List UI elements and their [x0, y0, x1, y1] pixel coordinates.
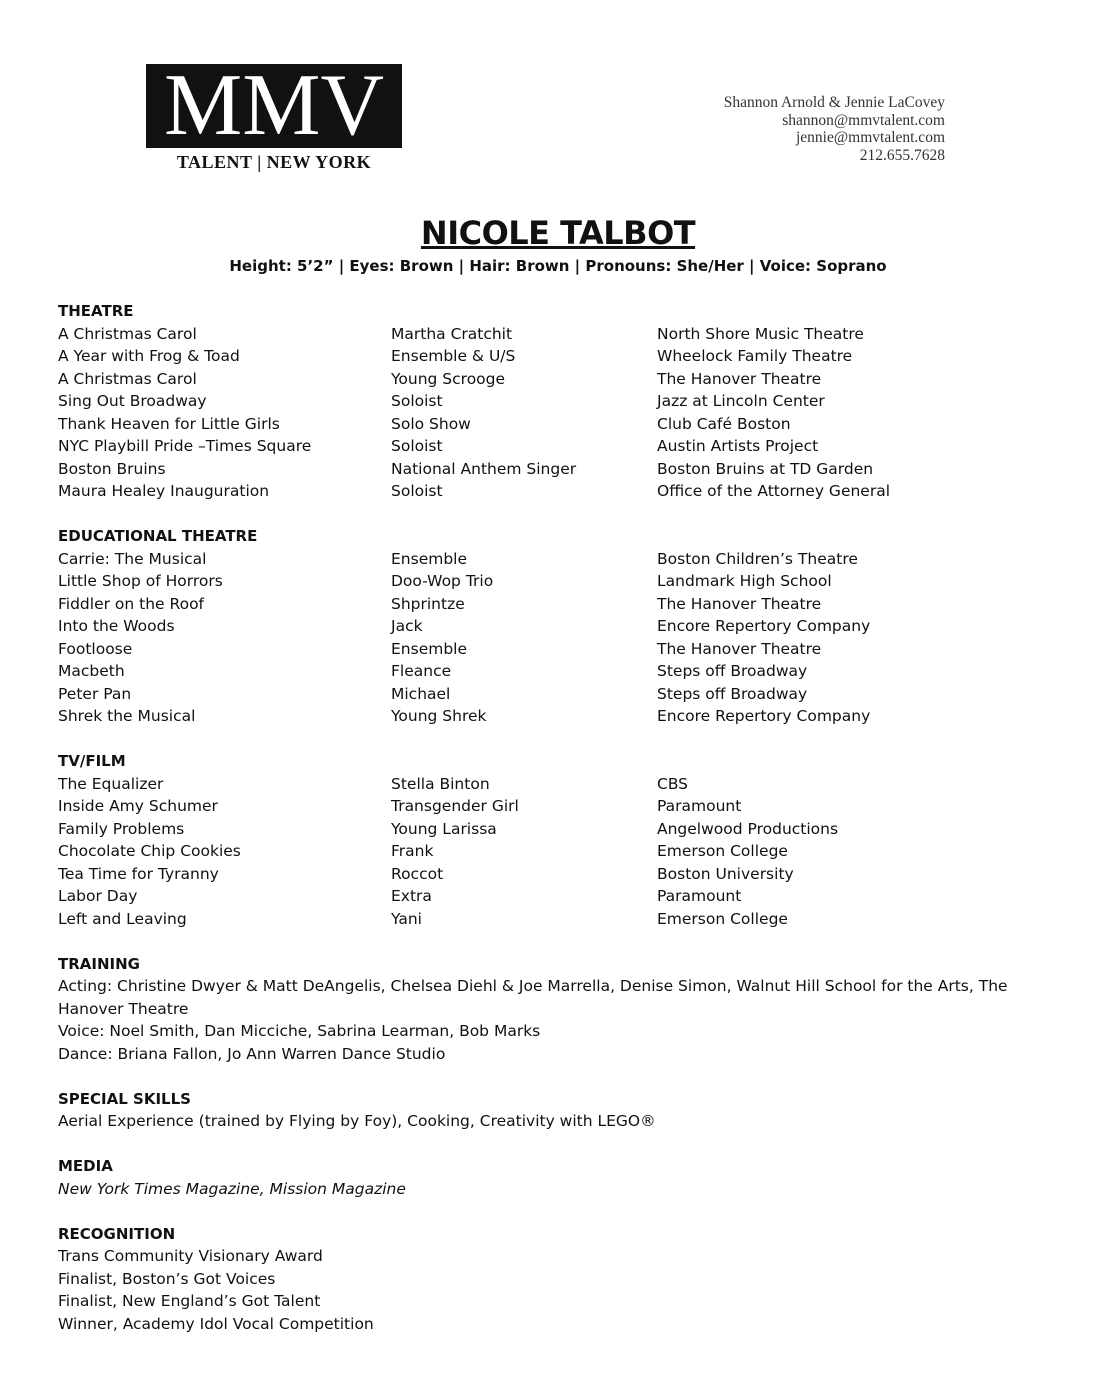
credit-role: Doo-Wop Trio [391, 572, 494, 590]
credit-title: Chocolate Chip Cookies [58, 842, 241, 860]
training-dance: Dance: Briana Fallon, Jo Ann Warren Dance Studio [58, 1044, 446, 1063]
credit-role: Yani [391, 909, 422, 928]
logo-tagline: TALENT | NEW YORK [176, 152, 372, 172]
credit-venue: Steps off Broadway [657, 662, 808, 680]
logo-mark: MMV [146, 64, 402, 148]
credit-role: Jack [391, 617, 423, 635]
resume-body [58, 300, 1058, 1358]
credit-row [58, 570, 1058, 593]
list-item: Finalist, New England’s Got Talent [58, 1292, 321, 1310]
credit-row [58, 413, 1058, 436]
credit-row [58, 593, 1058, 616]
training-voice: Voice: Noel Smith, Dan Micciche, Sabrina Learman, Bob Marks [58, 1022, 541, 1040]
media-text: New York Times Magazine, Mission Magazine [58, 1179, 406, 1198]
credit-venue: Boston Children’s Theatre [657, 549, 858, 568]
list-item: Winner, Academy Idol Vocal Competition [58, 1314, 374, 1333]
credit-venue: Austin Artists Project [657, 437, 819, 455]
credit-title: Tea Time for Tyranny [58, 864, 219, 883]
section-heading: EDUCATIONAL THEATRE [58, 527, 258, 545]
credit-title: The Equalizer [58, 774, 164, 793]
credit-title: Inside Amy Schumer [58, 797, 218, 815]
credit-venue: Jazz at Lincoln Center [657, 392, 825, 410]
agent-names: Shannon Arnold & Jennie LaCovey [723, 94, 945, 111]
section-heading: MEDIA [58, 1157, 113, 1175]
credit-venue: Club Café Boston [657, 414, 791, 433]
credit-row [58, 323, 1058, 346]
credit-title: Family Problems [58, 819, 185, 838]
educational-theatre-section [58, 525, 1058, 728]
credit-title: Sing Out Broadway [58, 392, 207, 410]
credit-venue: The Hanover Theatre [657, 594, 822, 613]
credit-venue: The Hanover Theatre [657, 639, 822, 658]
credit-role: Young Shrek [391, 707, 487, 725]
credit-row [58, 660, 1058, 683]
credit-role: Stella Binton [391, 774, 490, 793]
credit-venue: Landmark High School [657, 572, 832, 590]
credit-row [58, 908, 1058, 931]
credit-title: A Year with Frog & Toad [58, 347, 240, 365]
credit-role: Ensemble [391, 639, 468, 658]
credit-row [58, 773, 1058, 796]
skills-text: Aerial Experience (trained by Flying by Foy), Cooking, Creativity with LEGO® [58, 1112, 656, 1130]
credit-row [58, 345, 1058, 368]
credit-title: A Christmas Carol [58, 369, 197, 388]
agent-email-jennie[interactable]: jennie@mmvtalent.com [796, 129, 945, 146]
credit-venue: Paramount [657, 887, 742, 905]
credit-venue: Boston Bruins at TD Garden [657, 459, 874, 478]
performer-stats: Height: 5’2” | Eyes: Brown | Hair: Brown | Pronouns: She/Her | Voice: Soprano [229, 257, 887, 275]
credit-row [58, 638, 1058, 661]
credit-venue: Emerson College [657, 909, 788, 928]
credit-title: Fiddler on the Roof [58, 594, 205, 613]
credit-row [58, 368, 1058, 391]
section-heading: TV/FILM [58, 752, 126, 770]
credit-venue: Steps off Broadway [657, 684, 808, 703]
credit-title: Labor Day [58, 887, 138, 905]
credit-role: Soloist [391, 482, 443, 500]
recognition-section [58, 1223, 1058, 1336]
credit-role: Fleance [391, 662, 452, 680]
credit-title: Shrek the Musical [58, 707, 196, 725]
credit-venue: Paramount [657, 797, 742, 815]
credit-role: Roccot [391, 864, 444, 883]
theatre-section [58, 300, 1058, 503]
performer-name: NICOLE TALBOT [420, 214, 696, 252]
agent-contact-block [724, 94, 945, 164]
credit-role: Shprintze [391, 594, 465, 613]
credit-title: Little Shop of Horrors [58, 572, 223, 590]
section-heading: SPECIAL SKILLS [58, 1089, 191, 1108]
credit-role: Ensemble [391, 549, 468, 568]
credit-list [58, 548, 1058, 728]
credit-venue: Encore Repertory Company [657, 707, 871, 725]
credit-role: Michael [391, 684, 451, 703]
credit-role: Soloist [391, 437, 443, 455]
credit-title: A Christmas Carol [58, 324, 197, 343]
training-acting: Acting: Christine Dwyer & Matt DeAngelis, Chelsea Diehl & Joe Marrella, Denise Simon, Walnut Hill School for the Arts, The Hanover Theatre [58, 977, 1008, 1018]
credit-row [58, 885, 1058, 908]
credit-title: Footloose [58, 639, 133, 658]
credit-venue: The Hanover Theatre [657, 369, 822, 388]
credit-row [58, 818, 1058, 841]
credit-row [58, 435, 1058, 458]
list-item: Finalist, Boston’s Got Voices [58, 1269, 276, 1288]
credit-row [58, 615, 1058, 638]
credit-venue: Boston University [657, 864, 794, 883]
agent-phone: 212.655.7628 [859, 146, 945, 164]
credit-role: Martha Cratchit [391, 324, 513, 343]
section-heading: RECOGNITION [58, 1224, 176, 1243]
section-heading: TRAINING [58, 954, 140, 973]
credit-title: Boston Bruins [58, 459, 166, 478]
credit-venue: Office of the Attorney General [657, 482, 891, 500]
credit-role: Ensemble & U/S [391, 347, 516, 365]
tv-film-section [58, 750, 1058, 930]
credit-venue: North Shore Music Theatre [657, 324, 864, 343]
credit-title: Macbeth [58, 662, 125, 680]
credit-list [58, 323, 1058, 503]
credit-title: Maura Healey Inauguration [58, 482, 270, 500]
credit-row [58, 840, 1058, 863]
credit-role: Soloist [391, 392, 443, 410]
credit-title: Carrie: The Musical [58, 549, 207, 568]
list-item: Trans Community Visionary Award [58, 1247, 323, 1265]
credit-row [58, 795, 1058, 818]
agency-logo [146, 57, 402, 173]
special-skills-section [58, 1088, 1058, 1133]
section-heading: THEATRE [58, 302, 134, 320]
credit-row [58, 705, 1058, 728]
credit-title: Left and Leaving [58, 909, 187, 928]
agent-email-shannon[interactable]: shannon@mmvtalent.com [782, 111, 945, 129]
credit-venue: Wheelock Family Theatre [657, 347, 853, 365]
media-section [58, 1155, 1058, 1200]
credit-row [58, 548, 1058, 571]
credit-row [58, 863, 1058, 886]
credit-role: Frank [391, 842, 434, 860]
credit-title: Into the Woods [58, 617, 175, 635]
credit-venue: Encore Repertory Company [657, 617, 871, 635]
credit-role: Young Scrooge [391, 369, 506, 388]
credit-title: NYC Playbill Pride –Times Square [58, 437, 312, 455]
credit-row [58, 458, 1058, 481]
credit-role: Extra [391, 887, 432, 905]
credit-role: Transgender Girl [391, 797, 519, 815]
recognition-list [58, 1245, 1058, 1335]
credit-title: Peter Pan [58, 684, 132, 703]
credit-venue: CBS [657, 774, 689, 793]
credit-row [58, 480, 1058, 503]
credit-title: Thank Heaven for Little Girls [58, 414, 280, 433]
credit-role: Young Larissa [391, 819, 497, 838]
credit-venue: Angelwood Productions [657, 819, 839, 838]
credit-venue: Emerson College [657, 842, 788, 860]
credit-role: National Anthem Singer [391, 459, 577, 478]
training-section [58, 953, 1058, 1066]
credit-row [58, 683, 1058, 706]
credit-list [58, 773, 1058, 931]
credit-role: Solo Show [391, 414, 471, 433]
credit-row [58, 390, 1058, 413]
